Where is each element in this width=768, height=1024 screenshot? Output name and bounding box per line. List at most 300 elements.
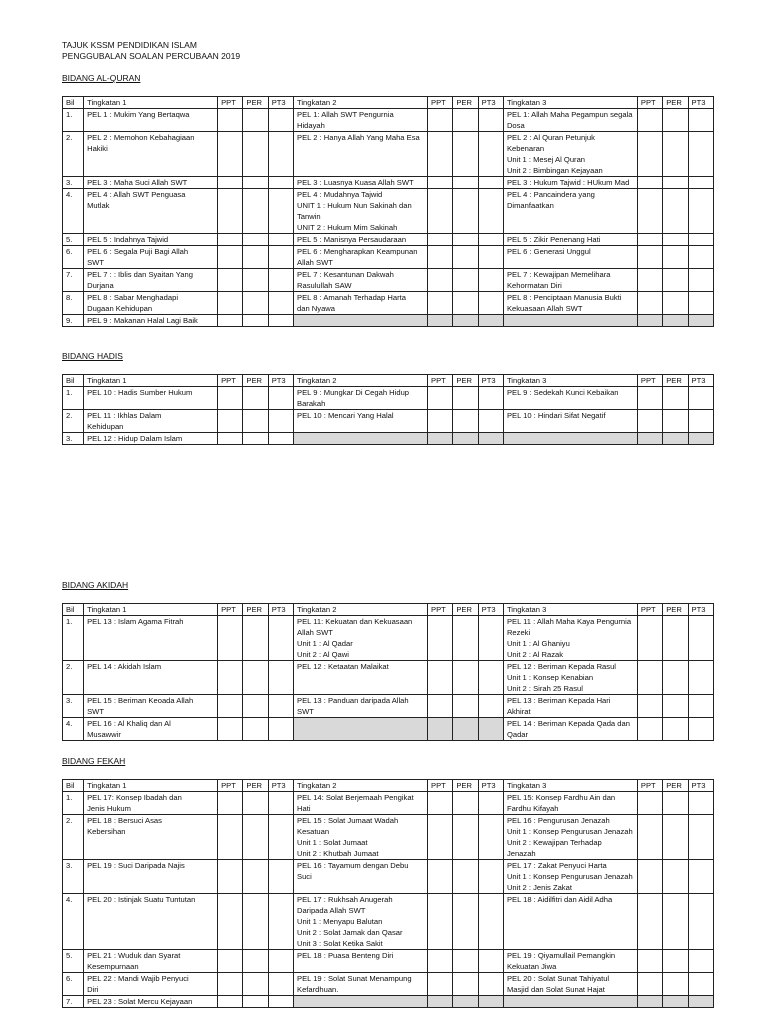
column-header: Tingkatan 3 — [503, 780, 637, 792]
cell-text: Kekuasaan Allah SWT — [506, 304, 583, 314]
cell-text: SWT — [87, 258, 104, 268]
row-number: 6. — [63, 246, 84, 269]
tingkatan-3-topic — [503, 410, 637, 433]
tingkatan-2-topic — [294, 792, 428, 815]
mark-cell — [453, 132, 478, 177]
cell-text: Allah SWT — [297, 628, 333, 638]
mark-cell — [637, 894, 662, 950]
mark-cell — [663, 246, 688, 269]
mark-cell — [453, 950, 478, 973]
cell-text: Unit 2 : Kewajipan Terhadap — [506, 838, 602, 848]
cell-text: PEL 16 : Tayamum dengan Debu — [297, 861, 409, 871]
mark-cell — [478, 246, 503, 269]
table-row — [63, 269, 714, 292]
cell-text: PEL 13 : Islam Agama Fitrah — [87, 617, 184, 627]
mark-cell — [243, 189, 268, 234]
mark-cell — [637, 860, 662, 894]
mark-cell — [478, 661, 503, 695]
column-header: PT3 — [268, 604, 293, 616]
mark-cell — [663, 973, 688, 996]
mark-cell — [243, 695, 268, 718]
row-number: 3. — [63, 860, 84, 894]
cell-text: PEL 12 : Ketaatan Malaikat — [297, 662, 389, 672]
mark-cell — [637, 996, 662, 1008]
mark-cell — [688, 410, 713, 433]
mark-cell — [428, 410, 453, 433]
mark-cell — [268, 109, 293, 132]
cell-text: Unit 1 : Menyapu Balutan — [297, 917, 383, 927]
tingkatan-2-topic — [294, 815, 428, 860]
tingkatan-3-topic — [503, 132, 637, 177]
mark-cell — [478, 433, 503, 445]
mark-cell — [428, 973, 453, 996]
mark-cell — [478, 792, 503, 815]
mark-cell — [637, 973, 662, 996]
mark-cell — [688, 695, 713, 718]
row-number: 4. — [63, 189, 84, 234]
mark-cell — [453, 292, 478, 315]
cell-text: PEL 3 : Maha Suci Allah SWT — [87, 178, 188, 188]
tingkatan-3-topic — [503, 246, 637, 269]
mark-cell — [478, 177, 503, 189]
cell-text: PEL 21 : Wuduk dan Syarat — [87, 951, 181, 961]
column-header: PER — [663, 375, 688, 387]
table-row — [63, 718, 714, 741]
cell-text: Unit 1 : Konsep Kenabian — [506, 673, 594, 683]
cell-text: PEL 5 : Zikir Penenang Hati — [506, 235, 601, 245]
table-row — [63, 996, 714, 1008]
mark-cell — [453, 695, 478, 718]
mark-cell — [453, 410, 478, 433]
cell-text: PEL 14 : Beriman Kepada Qada dan — [506, 719, 630, 729]
tingkatan-3-topic — [503, 387, 637, 410]
mark-cell — [243, 177, 268, 189]
cell-text: Hakiki — [87, 144, 108, 154]
mark-cell — [663, 815, 688, 860]
row-number: 9. — [63, 315, 84, 327]
mark-cell — [218, 246, 243, 269]
mark-cell — [218, 616, 243, 661]
tingkatan-2-topic — [294, 616, 428, 661]
mark-cell — [218, 950, 243, 973]
mark-cell — [218, 894, 243, 950]
tingkatan-3-topic — [503, 950, 637, 973]
row-number: 2. — [63, 132, 84, 177]
cell-text: Jenis Hukum — [87, 804, 131, 814]
table-row — [63, 860, 714, 894]
cell-text: Dimanfaatkan — [506, 201, 554, 211]
cell-text: PEL 20 : Istinjak Suatu Tuntutan — [87, 895, 196, 905]
cell-text: PEL 3 : Luasnya Kuasa Allah SWT — [297, 178, 414, 188]
cell-text: Diri — [87, 985, 99, 995]
row-number: 8. — [63, 292, 84, 315]
mark-cell — [453, 387, 478, 410]
cell-text: Unit 1 : Konsep Pengurusan Jenazah — [506, 872, 633, 882]
row-number: 2. — [63, 815, 84, 860]
mark-cell — [453, 109, 478, 132]
row-number: 4. — [63, 894, 84, 950]
mark-cell — [637, 950, 662, 973]
column-header: Tingkatan 1 — [84, 97, 218, 109]
mark-cell — [478, 718, 503, 741]
column-header: Tingkatan 2 — [294, 604, 428, 616]
cell-text: PEL 10 : Hindari Sifat Negatif — [506, 411, 606, 421]
column-header: PT3 — [478, 375, 503, 387]
cell-text: PEL 2 : Hanya Allah Yang Maha Esa — [297, 133, 420, 143]
tingkatan-1-topic — [84, 132, 218, 177]
cell-text: PEL 4 : Mudahnya Tajwid — [297, 190, 383, 200]
mark-cell — [428, 109, 453, 132]
mark-cell — [268, 661, 293, 695]
mark-cell — [478, 292, 503, 315]
row-number: 7. — [63, 269, 84, 292]
row-number: 5. — [63, 234, 84, 246]
mark-cell — [268, 132, 293, 177]
cell-text: PEL 6 : Generasi Unggul — [506, 247, 591, 257]
tingkatan-2-topic — [294, 132, 428, 177]
cell-text: PEL 17 : Rukhsah Anugerah — [297, 895, 393, 905]
tingkatan-2-topic — [294, 177, 428, 189]
cell-text: PEL 9 : Mungkar Di Cegah Hidup — [297, 388, 410, 398]
cell-text: PEL 4 : Allah SWT Penguasa — [87, 190, 186, 200]
tingkatan-1-topic — [84, 246, 218, 269]
cell-text: Fardhu Kifayah — [506, 804, 559, 814]
cell-text: Dugaan Kehidupan — [87, 304, 153, 314]
row-number: 1. — [63, 616, 84, 661]
mark-cell — [637, 189, 662, 234]
tingkatan-3-topic — [503, 815, 637, 860]
mark-cell — [688, 433, 713, 445]
mark-cell — [663, 996, 688, 1008]
tingkatan-1-topic — [84, 292, 218, 315]
mark-cell — [478, 815, 503, 860]
tingkatan-2-topic — [294, 718, 428, 741]
mark-cell — [243, 973, 268, 996]
cell-text: SWT — [297, 707, 314, 717]
cell-text: Unit 1 : Solat Jumaat — [297, 838, 368, 848]
cell-text: Musawwir — [87, 730, 121, 740]
mark-cell — [268, 315, 293, 327]
cell-text: PEL 19 : Suci Daripada Najis — [87, 861, 185, 871]
column-header: PER — [243, 604, 268, 616]
row-number: 7. — [63, 996, 84, 1008]
mark-cell — [268, 189, 293, 234]
mark-cell — [243, 292, 268, 315]
mark-cell — [478, 996, 503, 1008]
mark-cell — [268, 950, 293, 973]
cell-text: Kebenaran — [506, 144, 545, 154]
mark-cell — [637, 234, 662, 246]
mark-cell — [428, 815, 453, 860]
mark-cell — [218, 269, 243, 292]
subject-table — [62, 374, 714, 445]
cell-text: Unit 3 : Solat Ketika Sakit — [297, 939, 383, 949]
mark-cell — [688, 109, 713, 132]
mark-cell — [478, 189, 503, 234]
tingkatan-3-topic — [503, 661, 637, 695]
column-header: PPT — [218, 97, 243, 109]
row-number: 3. — [63, 695, 84, 718]
cell-text: PEL 6 : Segala Puji Bagi Allah — [87, 247, 189, 257]
column-header: Tingkatan 2 — [294, 375, 428, 387]
tingkatan-2-topic — [294, 661, 428, 695]
cell-text: PEL 14: Solat Berjemaah Pengikat — [297, 793, 414, 803]
table-row — [63, 410, 714, 433]
mark-cell — [637, 815, 662, 860]
cell-text: PEL 18 : Bersuci Asas — [87, 816, 162, 826]
column-header: Tingkatan 1 — [84, 375, 218, 387]
tingkatan-2-topic — [294, 973, 428, 996]
mark-cell — [478, 894, 503, 950]
tingkatan-2-topic — [294, 950, 428, 973]
column-header: PPT — [218, 780, 243, 792]
mark-cell — [453, 815, 478, 860]
mark-cell — [453, 234, 478, 246]
table-row — [63, 973, 714, 996]
cell-text: Kehidupan — [87, 422, 124, 432]
column-header: PPT — [637, 780, 662, 792]
cell-text: Jenazah — [506, 849, 536, 859]
mark-cell — [428, 792, 453, 815]
mark-cell — [478, 973, 503, 996]
column-header: PT3 — [268, 375, 293, 387]
table-row — [63, 234, 714, 246]
row-number: 3. — [63, 177, 84, 189]
row-number: 3. — [63, 433, 84, 445]
tingkatan-3-topic — [503, 189, 637, 234]
cell-text: PEL 10 : Mencari Yang Halal — [297, 411, 394, 421]
tingkatan-3-topic — [503, 234, 637, 246]
mark-cell — [688, 177, 713, 189]
mark-cell — [688, 973, 713, 996]
tingkatan-1-topic — [84, 387, 218, 410]
row-number: 1. — [63, 792, 84, 815]
section-title: BIDANG FEKAH — [62, 756, 126, 766]
table-row — [63, 661, 714, 695]
mark-cell — [637, 661, 662, 695]
table-row — [63, 177, 714, 189]
mark-cell — [428, 234, 453, 246]
tingkatan-2-topic — [294, 269, 428, 292]
mark-cell — [663, 269, 688, 292]
cell-text: PEL 13 : Panduan daripada Allah — [297, 696, 409, 706]
cell-text: Masjid dan Solat Sunat Hajat — [506, 985, 605, 995]
cell-text: PEL 2 : Al Quran Petunjuk — [506, 133, 595, 143]
subject-table — [62, 96, 714, 327]
mark-cell — [478, 234, 503, 246]
cell-text: Unit 1 : Konsep Pengurusan Jenazah — [506, 827, 633, 837]
tingkatan-2-topic — [294, 234, 428, 246]
mark-cell — [268, 695, 293, 718]
mark-cell — [268, 410, 293, 433]
mark-cell — [637, 410, 662, 433]
mark-cell — [243, 950, 268, 973]
mark-cell — [478, 315, 503, 327]
mark-cell — [663, 792, 688, 815]
cell-text: PEL 16 : Al Khaliq dan Al — [87, 719, 171, 729]
cell-text: Suci — [297, 872, 312, 882]
mark-cell — [478, 109, 503, 132]
cell-text: Barakah — [297, 399, 326, 409]
cell-text: Tanwin — [297, 212, 321, 222]
mark-cell — [428, 996, 453, 1008]
cell-text: PEL 5 : Indahnya Tajwid — [87, 235, 169, 245]
cell-text: Kekuatan Jiwa — [506, 962, 557, 972]
column-header: PPT — [637, 97, 662, 109]
cell-text: Durjana — [87, 281, 114, 291]
cell-text: Kefardhuan. — [297, 985, 339, 995]
document-title-line-1: TAJUK KSSM PENDIDIKAN ISLAM — [62, 40, 197, 50]
mark-cell — [428, 292, 453, 315]
cell-text: Unit 1 : Al Ghaniyu — [506, 639, 570, 649]
section-title: BIDANG HADIS — [62, 351, 123, 361]
table-row — [63, 387, 714, 410]
section-akidah — [62, 580, 714, 741]
mark-cell — [453, 973, 478, 996]
tingkatan-2-topic — [294, 695, 428, 718]
mark-cell — [637, 387, 662, 410]
mark-cell — [663, 718, 688, 741]
mark-cell — [663, 177, 688, 189]
column-header: PT3 — [688, 604, 713, 616]
mark-cell — [637, 315, 662, 327]
mark-cell — [453, 246, 478, 269]
table-row — [63, 792, 714, 815]
table-row — [63, 189, 714, 234]
column-header: PER — [453, 780, 478, 792]
cell-text: PEL 17 : Zakat Penyuci Harta — [506, 861, 607, 871]
mark-cell — [637, 292, 662, 315]
mark-cell — [243, 433, 268, 445]
mark-cell — [663, 292, 688, 315]
mark-cell — [428, 860, 453, 894]
mark-cell — [243, 387, 268, 410]
cell-text: PEL 5 : Manisnya Persaudaraan — [297, 235, 407, 245]
mark-cell — [453, 616, 478, 661]
cell-text: Qadar — [506, 730, 529, 740]
table-header-row — [63, 604, 714, 616]
table-row — [63, 132, 714, 177]
cell-text: PEL 19 : Qiyamullail Pemangkin — [506, 951, 616, 961]
mark-cell — [453, 661, 478, 695]
column-header: Bil — [63, 97, 84, 109]
tingkatan-3-topic — [503, 292, 637, 315]
mark-cell — [663, 109, 688, 132]
cell-text: PEL 6 : Mengharapkan Keampunan — [297, 247, 418, 257]
mark-cell — [268, 996, 293, 1008]
column-header: PPT — [218, 604, 243, 616]
mark-cell — [243, 246, 268, 269]
mark-cell — [453, 315, 478, 327]
cell-text: PEL 15 : Beriman Keoada Allah — [87, 696, 194, 706]
mark-cell — [663, 189, 688, 234]
mark-cell — [218, 177, 243, 189]
mark-cell — [688, 292, 713, 315]
cell-text: dan Nyawa — [297, 304, 336, 314]
tingkatan-3-topic — [503, 269, 637, 292]
cell-text: PEL 1: Allah SWT Pengurnia — [297, 110, 394, 120]
mark-cell — [243, 815, 268, 860]
mark-cell — [688, 616, 713, 661]
cell-text: Kesatuan — [297, 827, 330, 837]
mark-cell — [453, 894, 478, 950]
cell-text: PEL 11 : Ikhlas Dalam — [87, 411, 162, 421]
column-header: PPT — [637, 375, 662, 387]
cell-text: PEL 9 : Makanan Halal Lagi Baik — [87, 316, 198, 326]
mark-cell — [268, 269, 293, 292]
cell-text: PEL 12 : Hidup Dalam Islam — [87, 434, 183, 444]
cell-text: Hati — [297, 804, 311, 814]
mark-cell — [268, 815, 293, 860]
cell-text: PEL 17: Konsep Ibadah dan — [87, 793, 182, 803]
cell-text: PEL 9 : Sedekah Kunci Kebaikan — [506, 388, 619, 398]
mark-cell — [243, 718, 268, 741]
mark-cell — [688, 234, 713, 246]
column-header: Tingkatan 3 — [503, 604, 637, 616]
mark-cell — [663, 661, 688, 695]
mark-cell — [637, 269, 662, 292]
tingkatan-1-topic — [84, 616, 218, 661]
column-header: Tingkatan 3 — [503, 375, 637, 387]
row-number: 1. — [63, 109, 84, 132]
mark-cell — [428, 718, 453, 741]
column-header: PPT — [428, 97, 453, 109]
mark-cell — [688, 246, 713, 269]
mark-cell — [688, 815, 713, 860]
tingkatan-1-topic — [84, 410, 218, 433]
cell-text: Unit 2 : Bimbingan Kejayaan — [506, 166, 603, 176]
mark-cell — [688, 269, 713, 292]
mark-cell — [243, 661, 268, 695]
mark-cell — [428, 387, 453, 410]
row-number: 6. — [63, 973, 84, 996]
mark-cell — [268, 387, 293, 410]
mark-cell — [637, 109, 662, 132]
column-header: PT3 — [688, 780, 713, 792]
mark-cell — [688, 950, 713, 973]
mark-cell — [637, 695, 662, 718]
tingkatan-3-topic — [503, 718, 637, 741]
mark-cell — [637, 616, 662, 661]
column-header: Bil — [63, 604, 84, 616]
table-row — [63, 815, 714, 860]
mark-cell — [637, 718, 662, 741]
mark-cell — [243, 616, 268, 661]
mark-cell — [218, 315, 243, 327]
cell-text: PEL 15: Konsep Fardhu Ain dan — [506, 793, 616, 803]
tingkatan-1-topic — [84, 269, 218, 292]
mark-cell — [637, 792, 662, 815]
mark-cell — [268, 894, 293, 950]
tingkatan-2-topic — [294, 246, 428, 269]
cell-text: Unit 2 : Al Qawi — [297, 650, 349, 660]
column-header: PPT — [428, 780, 453, 792]
mark-cell — [428, 132, 453, 177]
cell-text: Unit 2 : Al Razak — [506, 650, 564, 660]
tingkatan-3-topic — [503, 894, 637, 950]
mark-cell — [218, 387, 243, 410]
mark-cell — [478, 269, 503, 292]
cell-text: Unit 1 : Mesej Al Quran — [506, 155, 586, 165]
tingkatan-2-topic — [294, 894, 428, 950]
mark-cell — [663, 616, 688, 661]
tingkatan-3-topic — [503, 315, 637, 327]
cell-text: Unit 2 : Khutbah Jumaat — [297, 849, 379, 859]
cell-text: PEL 20 : Solat Sunat Tahiyatul — [506, 974, 610, 984]
mark-cell — [243, 132, 268, 177]
column-header: Bil — [63, 780, 84, 792]
mark-cell — [663, 894, 688, 950]
